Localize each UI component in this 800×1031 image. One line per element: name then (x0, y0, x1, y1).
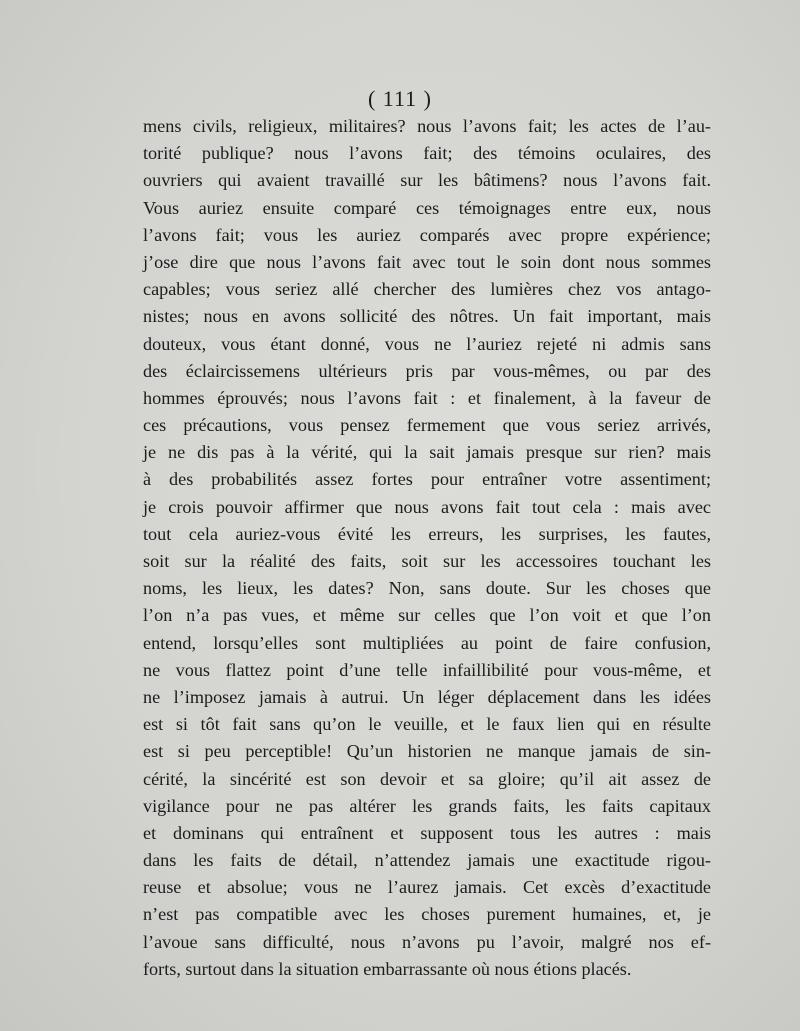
text-line: ouvriers qui avaient travaillé sur les bâtimens? nous l’avons fait. (143, 170, 711, 191)
page-number: ( 111 ) (367, 86, 433, 111)
text-line: cérité, la sincérité est son devoir et sa gloire; qu’il ait assez de (143, 768, 711, 789)
text-line: Vous auriez ensuite comparé ces témoignages entre eux, nous (143, 197, 711, 218)
text-line: forts, surtout dans la situation embarrassante où nous étions placés. (143, 958, 632, 979)
text-line: à des probabilités assez fortes pour entraîner votre assentiment; (143, 469, 711, 490)
text-line: vigilance pour ne pas altérer les grands faits, les faits capitaux (143, 795, 711, 816)
text-line: soit sur la réalité des faits, soit sur les accessoires touchant les (143, 551, 711, 571)
text-line: ne vous flattez point d’une telle infaillibilité pour vous-même, et (143, 659, 711, 680)
text-line: n’est pas compatible avec les choses purement humaines, et, je (143, 904, 711, 925)
text-line: torité publique? nous l’avons fait; des témoins oculaires, des (143, 143, 711, 164)
text-line: ces précautions, vous pensez fermement que vous seriez arrivés, (143, 415, 711, 436)
text-line: entend, lorsqu’elles sont multipliées au point de faire confusion, (143, 632, 711, 653)
text-line: l’avoue sans difficulté, nous n’avons pu l’avoir, malgré nos ef- (143, 931, 711, 952)
text-line: noms, les lieux, les dates? Non, sans doute. Sur les choses que (143, 578, 711, 599)
text-line: ne l’imposez jamais à autrui. Un léger déplacement dans les idées (143, 686, 711, 707)
text-line: capables; vous seriez allé chercher des lumières chez vos antago- (143, 279, 711, 300)
text-line: est si tôt fait sans qu’on le veuille, et le faux lien qui en résulte (143, 714, 711, 735)
text-line: je ne dis pas à la vérité, qui la sait jamais presque sur rien? mais (143, 442, 711, 463)
text-line: dans les faits de détail, n’attendez jamais une exactitude rigou- (143, 850, 711, 871)
text-line: hommes éprouvés; nous l’avons fait : et finalement, à la faveur de (143, 387, 711, 408)
text-line: et dominans qui entraînent et supposent tous les autres : mais (143, 822, 711, 843)
body-text (143, 113, 711, 983)
text-line: reuse et absolue; vous ne l’aurez jamais. Cet excès d’exactitude (143, 877, 711, 898)
text-line: douteux, vous étant donné, vous ne l’auriez rejeté ni admis sans (143, 333, 711, 354)
text-line: mens civils, religieux, militaires? nous l’avons fait; les actes de l’au- (143, 116, 711, 136)
text-line: l’avons fait; vous les auriez comparés avec propre expérience; (143, 224, 711, 245)
text-line: je crois pouvoir affirmer que nous avons fait tout cela : mais avec (143, 496, 711, 517)
text-line: des éclaircissemens ultérieurs pris par vous-mêmes, ou par des (143, 360, 711, 381)
text-line: est si peu perceptible! Qu’un historien ne manque jamais de sin- (143, 741, 711, 762)
text-line: l’on n’a pas vues, et même sur celles que l’on voit et que l’on (143, 605, 711, 626)
text-line: tout cela auriez-vous évité les erreurs, les surprises, les fautes, (143, 523, 711, 544)
text-line: j’ose dire que nous l’avons fait avec tout le soin dont nous sommes (143, 251, 711, 272)
text-line: nistes; nous en avons sollicité des nôtres. Un fait important, mais (143, 306, 711, 327)
